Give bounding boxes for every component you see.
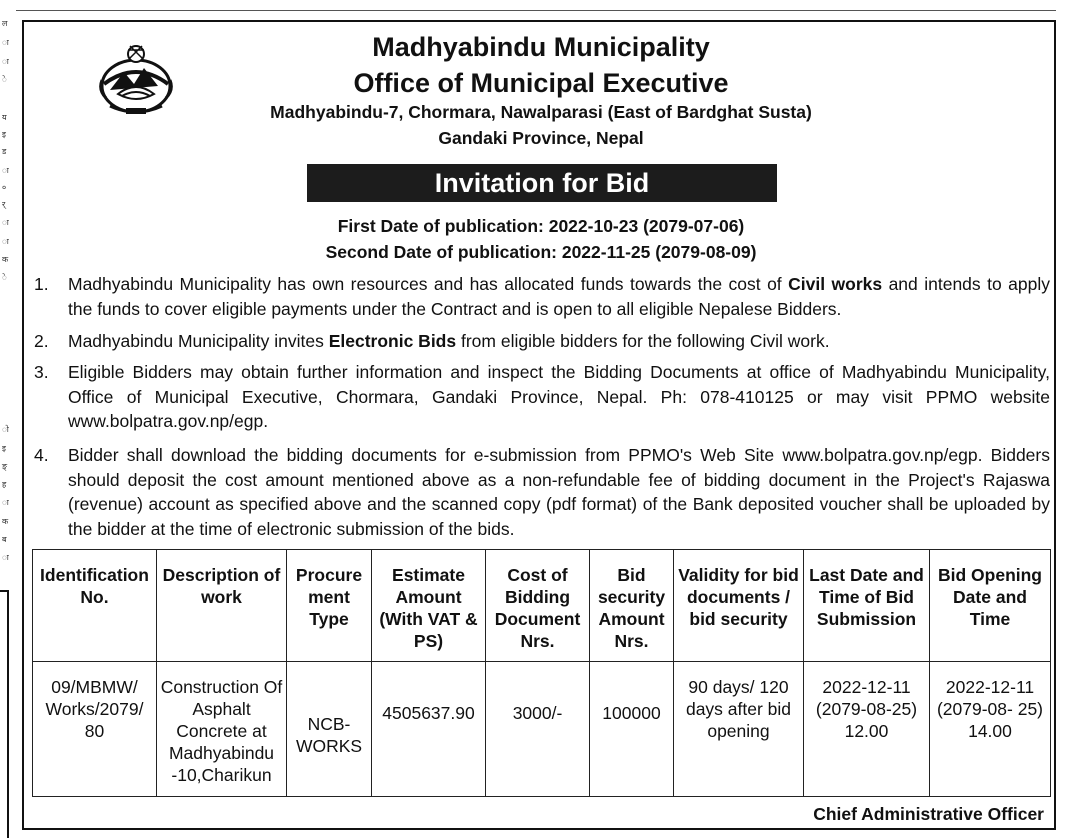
validity-period: 90 days/ 120 days after bid opening	[674, 661, 804, 796]
fragment-char: ा	[2, 553, 9, 562]
paragraph-3	[34, 360, 1050, 434]
paragraph-number: 4.	[34, 445, 49, 465]
fragment-char: ब	[2, 535, 7, 544]
column-header: Validity for bid documents / bid security	[674, 550, 804, 662]
column-header: Description of work	[157, 550, 287, 662]
procurement-type: NCB- WORKS	[287, 661, 372, 796]
paragraph-number: 2.	[34, 331, 49, 351]
column-header: Identification No.	[33, 550, 157, 662]
column-header: Procure ment Type	[287, 550, 372, 662]
bold-text-run: Electronic Bids	[328, 331, 457, 351]
bid-security-amount: 100000	[590, 661, 674, 796]
bid-opening-time: 2022-12-11 (2079-08- 25) 14.00	[930, 661, 1051, 796]
municipality-name: Madhyabindu Municipality	[372, 32, 710, 62]
fragment-char: क	[2, 517, 9, 526]
fragment-char: ो	[2, 425, 9, 434]
text-run: and intends to apply the funds to cover eligible payments under the Contract and is open to all eligible Nepalese Bidders.	[68, 274, 1050, 319]
second-publication-date: Second Date of publication: 2022-11-25 (2079-08-09)	[325, 242, 757, 262]
bid-details-table	[32, 549, 1051, 797]
paragraph-number: 3.	[34, 362, 49, 382]
column-divider	[0, 590, 9, 838]
fragment-char: र्	[2, 200, 6, 209]
table-header-row	[33, 550, 1051, 662]
paragraph-2	[34, 329, 1050, 354]
column-header: Bid Opening Date and Time	[930, 550, 1051, 662]
submission-deadline: 2022-12-11 (2079-08-25) 12.00	[804, 661, 930, 796]
work-description: Construction Of Asphalt Concrete at Madhyabindu -10,Charikun	[157, 661, 287, 796]
fragment-char: ङ्	[2, 462, 8, 471]
paragraph-number: 1.	[34, 274, 49, 294]
fragment-char: ा	[2, 498, 9, 507]
fragment-char: े	[2, 75, 7, 84]
top-divider	[16, 10, 1056, 11]
signatory-title: Chief Administrative Officer	[813, 804, 1044, 824]
column-header: Bid security Amount Nrs.	[590, 550, 674, 662]
paragraph-text	[68, 329, 1050, 354]
fragment-char: इ	[2, 130, 6, 139]
address-line-2: Gandaki Province, Nepal	[438, 128, 644, 148]
paragraph-text: Eligible Bidders may obtain further information and inspect the Bidding Documents at office of Madhyabindu Municipality, Office of Municipal Executive, Chormara, Gandaki Province, Nepal. Ph: 078-410125 or may visit PPMO website www.bolpatra.gov.np/egp.	[68, 362, 1050, 431]
column-header: Last Date and Time of Bid Submission	[804, 550, 930, 662]
text-run: Madhyabindu Municipality invites	[68, 331, 329, 351]
fragment-char: ा	[2, 166, 9, 175]
table-row	[33, 661, 1051, 796]
estimate-amount: 4505637.90	[372, 661, 486, 796]
fragment-char: ा	[2, 218, 9, 227]
bold-text-run: Civil works	[788, 274, 883, 294]
text-run: Madhyabindu Municipality has own resources and has allocated funds towards the cost of	[68, 274, 789, 294]
bidding-document-cost: 3000/-	[486, 661, 590, 796]
fragment-char: इ	[2, 444, 6, 453]
identification-number: 09/MBMW/ Works/2079/ 80	[33, 661, 157, 796]
fragment-char: ल	[2, 19, 8, 28]
paragraph-1	[34, 272, 1050, 321]
fragment-char: ा	[2, 38, 9, 47]
office-name: Office of Municipal Executive	[353, 68, 729, 98]
column-header: Cost of Bidding Document Nrs.	[486, 550, 590, 662]
fragment-char: य	[2, 113, 7, 122]
text-run: from eligible bidders for the following Civil work.	[456, 331, 830, 351]
notice-title-banner: Invitation for Bid	[307, 164, 777, 202]
address-line-1: Madhyabindu-7, Chormara, Nawalparasi (East of Bardghat Susta)	[270, 102, 812, 122]
fragment-char: ०	[2, 183, 7, 192]
column-header: Estimate Amount (With VAT & PS)	[372, 550, 486, 662]
bid-notice	[22, 20, 1056, 830]
paragraph-4	[34, 443, 1050, 541]
fragment-char: ह	[2, 480, 7, 489]
fragment-char: ा	[2, 57, 9, 66]
paragraph-text	[68, 272, 1050, 321]
fragment-char: े	[2, 273, 7, 282]
first-publication-date: First Date of publication: 2022-10-23 (2079-07-06)	[337, 216, 745, 236]
fragment-char: ड	[2, 147, 7, 156]
fragment-char: क	[2, 255, 9, 264]
paragraph-text: Bidder shall download the bidding documents for e-submission from PPMO's Web Site www.bolpatra.gov.np/egp. Bidders should deposit the cost amount mentioned above as a non-refundable fee of bidding document in the Project's Rajaswa (revenue) account as specified above and the scanned copy (pdf format) of the Bank deposited voucher shall be uploaded by the bidder at the time of electronic submission of the bids.	[68, 445, 1050, 539]
adjacent-column-fragment	[0, 0, 14, 838]
fragment-char: ा	[2, 237, 9, 246]
